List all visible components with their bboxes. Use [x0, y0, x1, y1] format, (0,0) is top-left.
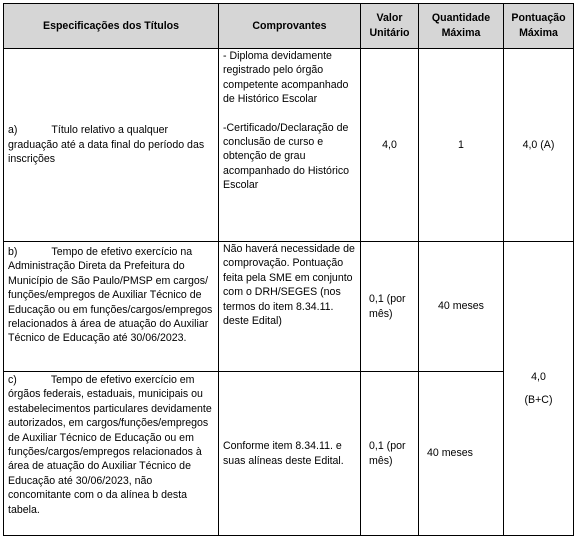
- unit-value-a: 4,0: [361, 49, 419, 242]
- max-score-a: 4,0 (A): [504, 49, 574, 242]
- titles-table: [3, 3, 574, 536]
- proof-text-c: Conforme item 8.34.11. e suas alíneas deste Edital.: [223, 440, 344, 467]
- proof-text-a-1: - Diploma devidamente registrado pelo órgão competente acompanhado de Histórico Escolar: [223, 50, 349, 106]
- title-text-c: Tempo de efetivo exercício em órgãos federais, estaduais, municipais ou estabelecimentos particulares devidamente autorizados, em cargos/funções/empregos de Auxiliar Técnico de Educação ou em funções/cargos/empregos relacionados à área de atuação do Auxiliar Técnico de Educação até 30/06/2023, não concomitante com o da alínea b desta tabela.: [8, 374, 212, 516]
- unit-value-text-b: 0,1 (por mês): [369, 293, 406, 320]
- header-max-score: Pontuação Máxima: [504, 4, 574, 49]
- title-text-a: Título relativo a qualquer graduação até a data final do período das inscrições: [8, 124, 205, 166]
- unit-value-b: [361, 242, 419, 372]
- proof-cell-b: [219, 242, 361, 372]
- table-row-c: [4, 372, 574, 536]
- proof-text-b: Não haverá necessidade de comprovação. Pontuação feita pela SME em conjunto com o DRH/SEGES (nos termos do item 8.34.11. deste Edital): [223, 243, 355, 328]
- max-score-bc-value: 4,0: [531, 371, 546, 384]
- unit-value-text-c: 0,1 (por mês): [369, 440, 406, 467]
- title-cell-b: [4, 242, 219, 372]
- max-qty-b: 40 meses: [419, 242, 504, 372]
- max-qty-text-c: 40 meses: [427, 447, 473, 460]
- max-score-bc-label: (B+C): [524, 393, 553, 406]
- max-qty-a: 1: [419, 49, 504, 242]
- header-specifications: Especificações dos Títulos: [4, 4, 219, 49]
- row-letter-b: b): [8, 246, 18, 258]
- table-row-a: [4, 49, 574, 242]
- proof-cell-a: [219, 49, 361, 242]
- table-row-b: [4, 242, 574, 372]
- proof-cell-c: [219, 372, 361, 536]
- proof-text-a-2: -Certificado/Declaração de conclusão de curso e obtenção de grau acompanhado do Histórico Escolar: [223, 121, 350, 192]
- title-cell-c: [4, 372, 219, 536]
- header-row: [4, 4, 574, 49]
- unit-value-c: [361, 372, 419, 536]
- header-proofs: Comprovantes: [219, 4, 361, 49]
- max-qty-c: [419, 372, 504, 536]
- header-unit-value: Valor Unitário: [361, 4, 419, 49]
- max-score-bc: [504, 242, 574, 536]
- row-letter-a: a): [8, 124, 18, 137]
- title-cell-a: [4, 49, 219, 242]
- row-letter-c: c): [8, 374, 17, 386]
- title-text-b: Tempo de efetivo exercício na Administração Direta da Prefeitura do Município de São Paulo/PMSP em cargos/ funções/empregos de Auxiliar Técnico de Educação ou em funções/cargos/empregos relacionados à área de atuação do Auxiliar Técnico de Educação até 30/06/2023.: [8, 246, 213, 345]
- header-max-quantity: Quantidade Máxima: [419, 4, 504, 49]
